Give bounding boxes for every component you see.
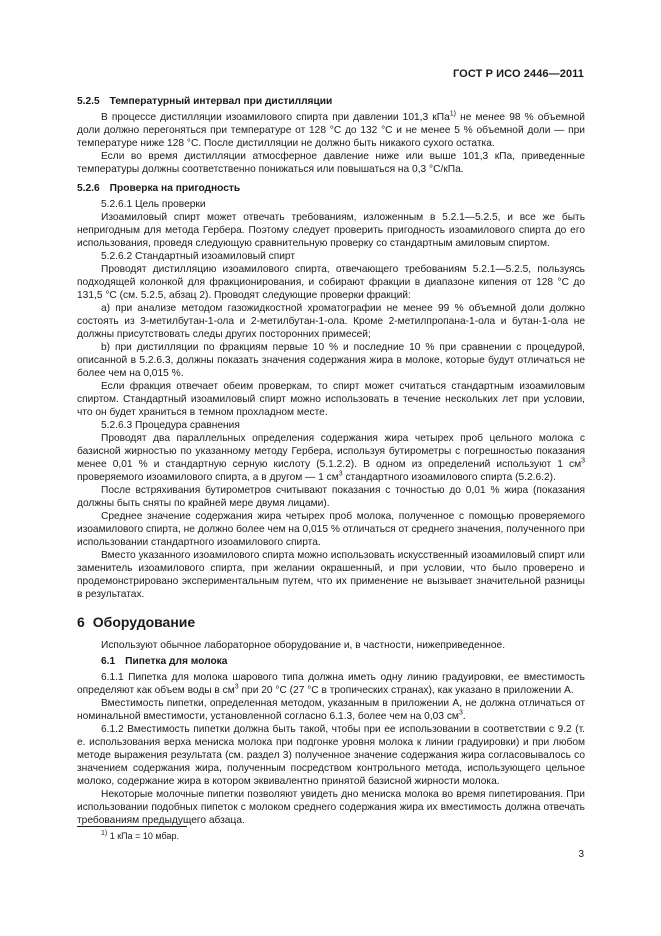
subsection-heading: 5.2.6.2 Стандартный изоамиловый спирт [101,251,296,262]
paragraph: Используют обычное лабораторное оборудование и, в частности, нижеприведенное. [101,640,506,651]
footnote-text: 1 кПа = 10 мбар. [107,831,179,841]
section-title: Оборудование [92,614,196,630]
subsection-heading: 5.2.6.1 Цель проверки [101,199,206,210]
subsection-heading: 5.2.6.3 Процедура сравнения [101,420,240,431]
section-6-heading [77,613,585,631]
section-title: Пипетка для молока [125,656,228,667]
paragraph: Среднее значение содержания жира четырех проб молока, полученное с помощью проверяемого изоамилового спирта, не должно более чем на 0,015 % отличаться от среднего значения, полученного при использовании стандартного изоамилового спирта. [77,511,585,548]
section-title: Проверка на пригодность [109,183,241,194]
footnote [77,831,577,842]
paragraph: Вместо указанного изоамилового спирта можно использовать искусственный изоамиловый спирт или заменитель изоамилового спирта, при желании окрашенный, и при условии, что было проверено и продемонстрировано экспериментальным путем, что их применение не вызывает значительной разницы в результатах. [77,550,585,600]
paragraph: 6.1.1 Пипетка для молока шарового типа должна иметь одну линию градуировки, ее вместимость определяют как объем воды в $см^3$ при 20 °C (27 °C в тропических странах), как указано в приложении А. [77,672,585,696]
page-number: 3 [578,849,584,860]
footnote-marker: 1) [101,830,108,837]
footnote-divider [77,826,187,827]
section-5-2-6-heading [77,182,585,195]
section-number: 6.1 [101,656,116,667]
paragraph: Если во время дистилляции атмосферное давление ниже или выше 101,3 кПа, приведенные температуры должны соответственно понижаться или повышаться на 0,3 °C/кПа. [77,151,585,175]
document-body [77,95,585,827]
paragraph: Если фракция отвечает обеим проверкам, то спирт может считаться стандартным изоамиловым спиртом. Стандартный изоамиловый спирт можно использовать в течение нескольких лет при условии, что он будет храниться в темном прохладном месте. [77,381,585,418]
section-title: Температурный интервал при дистилляции [109,96,333,107]
section-number: 5.2.6 [77,183,100,194]
paragraph: Вместимость пипетки, определенная методом, указанным в приложении А, не должна отличаться от номинальной вместимости, установленной согласно 6.1.3, более чем на 0,03 $см^3$. [77,698,585,722]
list-item: a) при анализе методом газожидкостной хроматографии не менее 99 % объемной доли должно состоять из 3-метилбутан-1-ола и 2-метилбутан-1-ола. Кроме 2-метилпропана-1-ола и бутан-1-ола не должны присутствовать следы других посторонних примесей; [77,303,585,340]
paragraph: После встряхивания бутирометров считывают показания с точностью до 0,01 % жира (показания должны быть сняты по крайней мере двумя лицами). [77,485,585,509]
list-item: b) при дистилляции по фракциям первые 10 % и последние 10 % при сравнении с процедурой, описанной в 5.2.6.3, должны показать значения содержания жира в молоке, которые будут отличаться не более чем на 0,015 %. [77,342,585,379]
paragraph: Проводят два параллельных определения содержания жира четырех проб цельного молока с базисной жирностью по указанному методу Гербера, используя бутирометры с погрешностью показания менее 0,01 % и стандартную серную кислоту (5.1.2.2). В одном из определений используют 1 $см^3$ проверяемого изоамилового спирта, а в другом — 1 $см^3$ стандартного изоамилового спирта (5.2.6.2). [77,433,585,483]
section-6-1-heading [77,655,585,668]
footnote-ref: 1) [449,110,456,118]
section-number: 6 [77,614,85,630]
paragraph: Некоторые молочные пипетки позволяют увидеть дно мениска молока во время пипетирования. При использовании подобных пипеток с молоком среднего содержания жира их вместимость должна отвечать требованиям предыдущего абзаца. [77,789,585,826]
paragraph: 6.1.2 Вместимость пипетки должна быть такой, чтобы при ее использовании в соответствии с 9.2 (т. е. использования верха мениска молока при подгонке уровня молока к линии градуировки) и при любом методе выражения результата (см. раздел 3) полученное значение содержания жира согласовывалось со значением содержания жира, полученным посредством контрольного метода, использующего цельное молоко, содержание жира в котором эквивалентно принятой базисной жирности молока. [77,724,585,787]
paragraph: Изоамиловый спирт может отвечать требованиям, изложенным в 5.2.1—5.2.5, и все же быть непригодным для метода Гербера. Поэтому следует проверить пригодность изоамилового спирта до его использования, проведя следующую сравнительную проверку со стандартным амиловым спиртом. [77,212,585,249]
standard-header: ГОСТ Р ИСО 2446—2011 [452,68,584,80]
paragraph: В процессе дистилляции изоамилового спирта при давлении 101,3 кПа$^{1)}$ не менее 98 % объемной доли должно перегоняться при температуре от 128 °C до 132 °C и не менее 5 % объемной доли — при температуре ниже 128 °C. После дистилляции не должно быть никакого сухого остатка. [77,110,585,149]
section-5-2-5-heading [77,95,585,108]
section-number: 5.2.5 [77,96,100,107]
paragraph: Проводят дистилляцию изоамилового спирта, отвечающего требованиям 5.2.1—5.2.5, пользуясь подходящей колонкой для фракционирования, и собирают фракции в диапазоне кипения от 128 °C до 131,5 °C (см. 5.2.5, абзац 2). Проводят следующие проверки фракций: [77,264,585,301]
